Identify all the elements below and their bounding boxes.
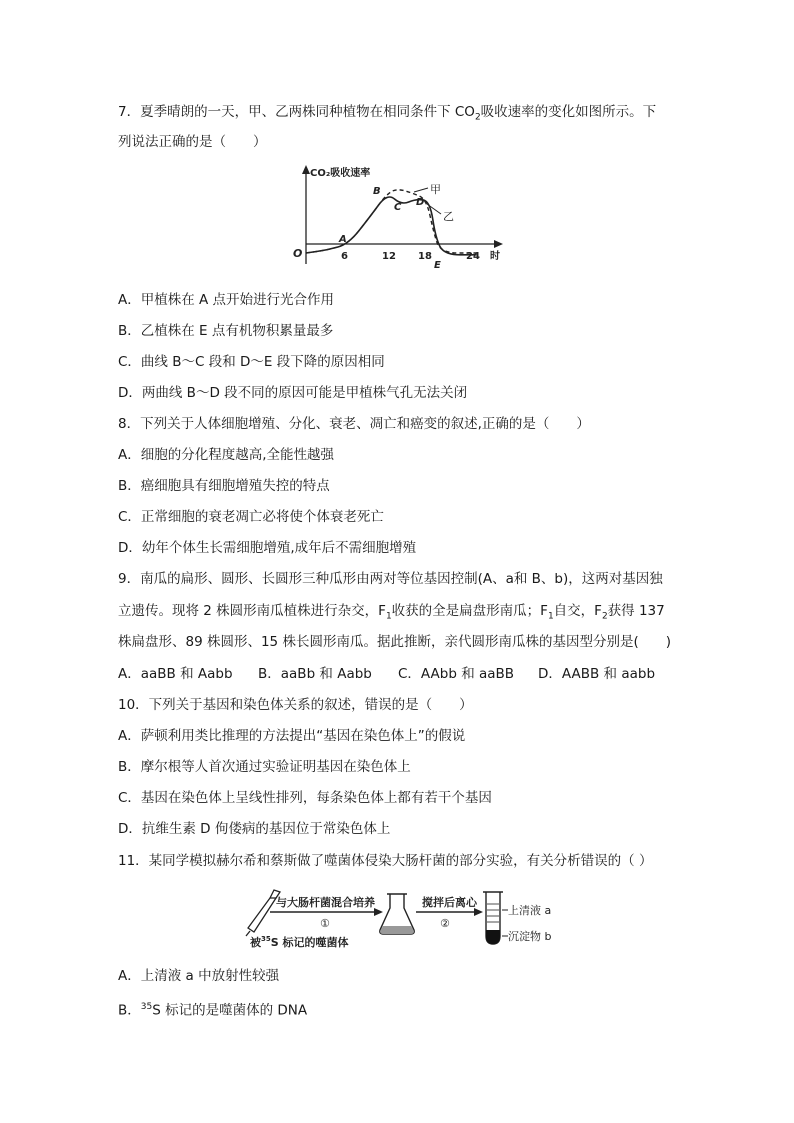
q8-stem: 8．下列关于人体细胞增殖、分化、衰老、凋亡和癌变的叙述,正确的是（ ） bbox=[118, 416, 590, 432]
q9-option-d[interactable]: D．AABB 和 aabb bbox=[538, 666, 656, 682]
x-tick-12: 12 bbox=[382, 251, 396, 262]
q10-option-a[interactable]: A．萨顿利用类比推理的方法提出“基因在染色体上”的假说 bbox=[118, 728, 466, 744]
source-label: 被$^{35}$S 标记的噬菌体 bbox=[250, 935, 349, 949]
point-label-b: B bbox=[373, 186, 381, 197]
dropper-icon bbox=[246, 890, 280, 936]
q8-option-c[interactable]: C．正常细胞的衰老凋亡必将使个体衰老死亡 bbox=[118, 509, 384, 525]
q7-option-a[interactable]: A．甲植株在 A 点开始进行光合作用 bbox=[118, 292, 335, 308]
q9-option-a[interactable]: A．aaBB 和 Aabb bbox=[118, 666, 233, 682]
series-jia-label: 甲 bbox=[430, 183, 441, 196]
point-label-a: A bbox=[339, 234, 347, 245]
step1-number: ① bbox=[320, 917, 330, 930]
q11-option-a[interactable]: A．上清液 a 中放射性较强 bbox=[118, 968, 280, 984]
q11-experiment-figure bbox=[240, 884, 570, 954]
x-tick-6: 6 bbox=[341, 251, 348, 262]
q10-stem: 10．下列关于基因和染色体关系的叙述，错误的是（ ） bbox=[118, 697, 473, 713]
supernatant-label: 上清液 a bbox=[508, 904, 552, 917]
y-axis-arrow bbox=[302, 165, 310, 174]
q9-options-row bbox=[118, 664, 678, 684]
x-axis-label: 时 bbox=[490, 251, 500, 262]
q8-option-a[interactable]: A．细胞的分化程度越高,全能性越强 bbox=[118, 447, 335, 463]
q8-option-b[interactable]: B．癌细胞具有细胞增殖失控的特点 bbox=[118, 478, 330, 494]
point-label-d: D bbox=[416, 197, 425, 208]
step2-number: ② bbox=[440, 917, 450, 930]
step2-label: 搅拌后离心 bbox=[422, 896, 477, 909]
x-tick-24: 24 bbox=[466, 251, 480, 262]
q8-option-d[interactable]: D．幼年个体生长需细胞增殖,成年后不需细胞增殖 bbox=[118, 540, 417, 556]
q9-stem-line1: 9．南瓜的扁形、圆形、长圆形三种瓜形由两对等位基因控制(A、a和 B、b)，这两对基因独 bbox=[118, 571, 663, 587]
origin-label: O bbox=[293, 247, 303, 260]
flask-icon bbox=[380, 894, 414, 934]
test-tube-icon bbox=[483, 892, 503, 944]
q7-co2-chart bbox=[290, 162, 515, 272]
x-axis-arrow bbox=[494, 240, 503, 248]
q7-option-b[interactable]: B．乙植株在 E 点有机物积累量最多 bbox=[118, 323, 334, 339]
y-axis-label: CO₂吸收速率 bbox=[310, 168, 371, 179]
q10-option-c[interactable]: C．基因在染色体上呈线性排列，每条染色体上都有若干个基因 bbox=[118, 790, 492, 806]
series-yi-label: 乙 bbox=[443, 210, 454, 223]
q7-stem-line1: 7．夏季晴朗的一天，甲、乙两株同种植物在相同条件下 $CO_2$吸收速率的变化如图所示。下 bbox=[118, 104, 657, 123]
q10-option-d[interactable]: D．抗维生素 D 佝偻病的基因位于常染色体上 bbox=[118, 821, 391, 837]
q7-option-d[interactable]: D．两曲线 B～D 段不同的原因可能是甲植株气孔无法关闭 bbox=[118, 385, 468, 401]
q11-stem: 11．某同学模拟赫尔希和蔡斯做了噬菌体侵染大肠杆菌的部分实验，有关分析错误的（ ） bbox=[118, 853, 653, 869]
step1-label: 与大肠杆菌混合培养 bbox=[276, 896, 375, 909]
point-label-e: E bbox=[434, 260, 441, 271]
q9-option-c[interactable]: C．AAbb 和 aaBB bbox=[398, 666, 515, 682]
sediment-label: 沉淀物 b bbox=[508, 930, 552, 943]
series-yi-line bbox=[306, 197, 476, 255]
q7-option-c[interactable]: C．曲线 B～C 段和 D～E 段下降的原因相同 bbox=[118, 354, 385, 370]
q9-option-b[interactable]: B．aaBb 和 Aabb bbox=[258, 666, 372, 682]
q11-option-b[interactable]: B．$^{35}$S 标记的是噬菌体的 DNA bbox=[118, 1002, 308, 1019]
q7-stem-line2: 列说法正确的是（ ） bbox=[118, 134, 267, 150]
point-label-c: C bbox=[394, 202, 402, 213]
q9-stem-line2: 立遗传。现将 2 株圆形南瓜植株进行杂交，$F_1$收获的全是扁盘形南瓜；$F_1$自交，$F_2$获得 137 bbox=[118, 603, 665, 622]
series-jia-leader bbox=[414, 188, 428, 192]
x-tick-18: 18 bbox=[418, 251, 432, 262]
q9-stem-line3: 株扁盘形、89 株圆形、15 株长圆形南瓜。据此推断，亲代圆形南瓜株的基因型分别是( ) bbox=[118, 634, 671, 650]
q10-option-b[interactable]: B．摩尔根等人首次通过实验证明基因在染色体上 bbox=[118, 759, 411, 775]
series-yi-leader bbox=[427, 204, 441, 214]
